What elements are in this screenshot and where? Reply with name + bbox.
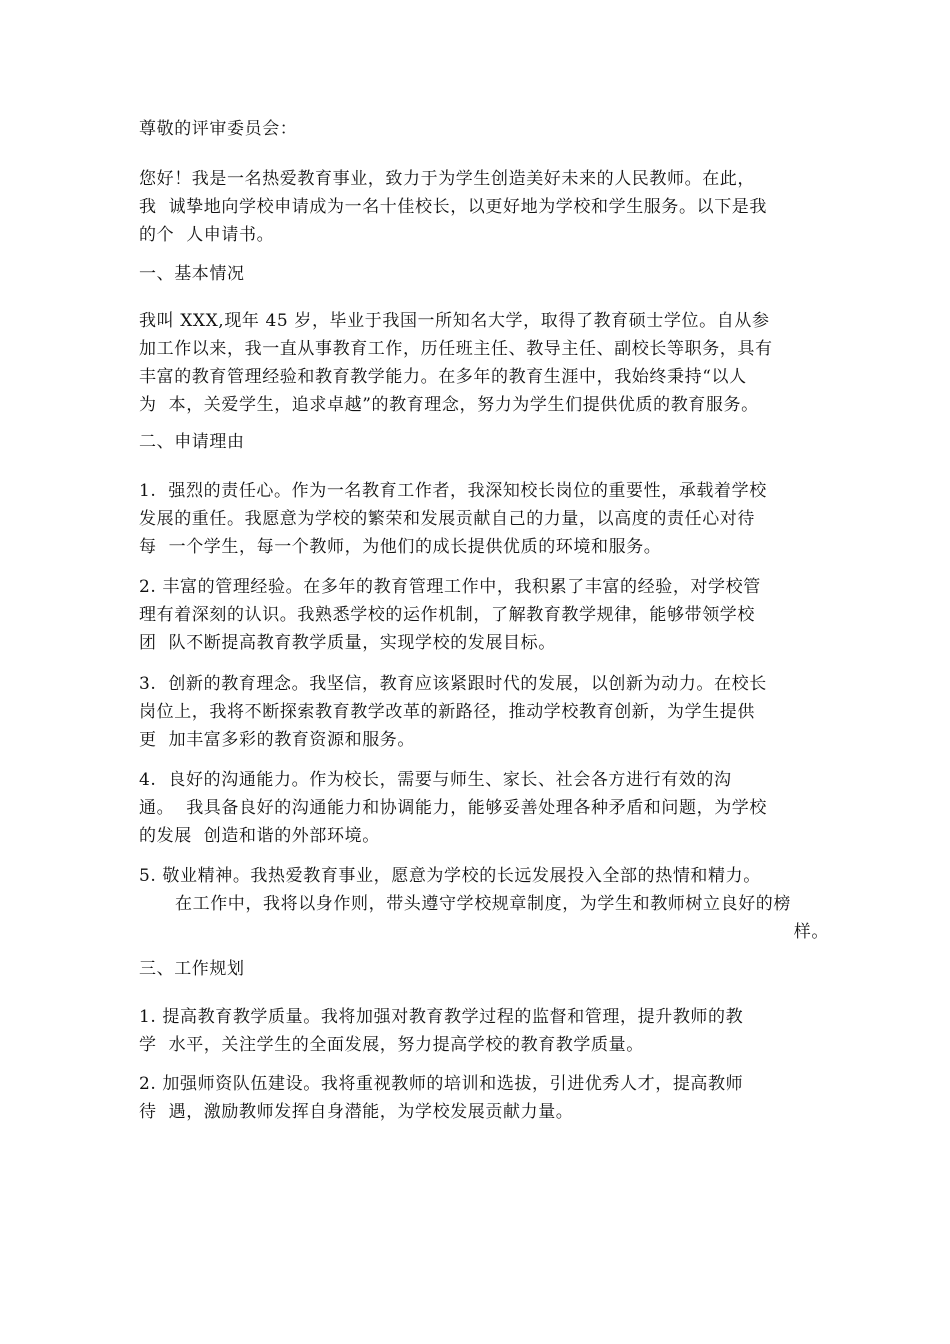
text-line: 我 诚挚地向学校申请成为一名十佳校长，以更好地为学校和学生服务。以下是我 (139, 197, 768, 217)
section-heading-basic-info (139, 260, 829, 288)
heading-text: 三、工作规划 (139, 959, 245, 979)
text-line: 3. 创新的教育理念。我坚信，教育应该紧跟时代的发展，以创新为动力。在校长 (139, 674, 767, 694)
salutation-text: 尊敬的评审委员会： (139, 119, 298, 139)
text-line: 岗位上，我将不断探索教育教学改革的新路径，推动学校教育创新，为学生提供 (139, 702, 755, 722)
reason-item-5 (139, 862, 829, 946)
text-line: 团 队不断提高教育教学质量，实现学校的发展目标。 (139, 633, 556, 653)
text-line: 2. 加强师资队伍建设。我将重视教师的培训和选拔，引进优秀人才，提高教师 (139, 1074, 744, 1094)
reason-item-2 (139, 573, 829, 657)
text-line: 1. 提高教育教学质量。我将加强对教育教学过程的监督和管理，提升教师的教 (139, 1007, 744, 1027)
text-line: 2. 丰富的管理经验。在多年的教育管理工作中，我积累了丰富的经验，对学校管 (139, 577, 761, 597)
intro-paragraph (139, 165, 829, 249)
text-line: 丰富的教育管理经验和教育教学能力。在多年的教育生涯中，我始终秉持“以人 (139, 367, 747, 387)
text-line: 的发展 创造和谐的外部环境。 (139, 826, 380, 846)
salutation (139, 115, 829, 143)
text-line: 为 本，关爱学生，追求卓越”的教育理念，努力为学生们提供优质的教育服务。 (139, 395, 759, 415)
reason-item-4 (139, 766, 829, 850)
plan-item-1 (139, 1003, 829, 1059)
basic-info-paragraph (139, 307, 829, 419)
text-line: 样。 (793, 922, 829, 942)
heading-text: 一、基本情况 (139, 264, 245, 284)
text-line: 每 一个学生，每一个教师，为他们的成长提供优质的环境和服务。 (139, 537, 662, 557)
text-line: 待 遇，激励教师发挥自身潜能，为学校发展贡献力量。 (139, 1102, 574, 1122)
text-line: 我叫 XXX,现年 45 岁，毕业于我国一所知名大学，取得了教育硕士学位。自从参 (139, 311, 770, 331)
text-line: 您好！我是一名热爱教育事业，致力于为学生创造美好未来的人民教师。在此， (139, 169, 755, 189)
text-line: 更 加丰富多彩的教育资源和服务。 (139, 730, 416, 750)
heading-text: 二、申请理由 (139, 432, 245, 452)
text-line: 的个 人申请书。 (139, 225, 275, 245)
text-line: 发展的重任。我愿意为学校的繁荣和发展贡献自己的力量，以高度的责任心对待 (139, 509, 755, 529)
reason-item-3 (139, 670, 829, 754)
reason-item-1 (139, 477, 829, 561)
text-line: 理有着深刻的认识。我熟悉学校的运作机制，了解教育教学规律，能够带领学校 (139, 605, 755, 625)
text-line: 加工作以来，我一直从事教育工作，历任班主任、教导主任、副校长等职务，具有 (139, 339, 773, 359)
text-line: 在工作中，我将以身作则，带头遵守学校规章制度，为学生和教师树立良好的榜 (175, 894, 791, 914)
section-heading-reasons (139, 428, 829, 456)
text-line: 通。 我具备良好的沟通能力和协调能力，能够妥善处理各种矛盾和问题，为学校 (139, 798, 768, 818)
section-heading-work-plan (139, 955, 829, 983)
text-line: 学 水平，关注学生的全面发展，努力提高学校的教育教学质量。 (139, 1035, 644, 1055)
text-line: 1. 强烈的责任心。作为一名教育工作者，我深知校长岗位的重要性，承载着学校 (139, 481, 767, 501)
text-line: 5. 敬业精神。我热爱教育事业，愿意为学校的长远发展投入全部的热情和精力。 (139, 866, 761, 886)
plan-item-2 (139, 1070, 829, 1126)
text-line: 4. 良好的沟通能力。作为校长，需要与师生、家长、社会各方进行有效的沟 (139, 770, 732, 790)
